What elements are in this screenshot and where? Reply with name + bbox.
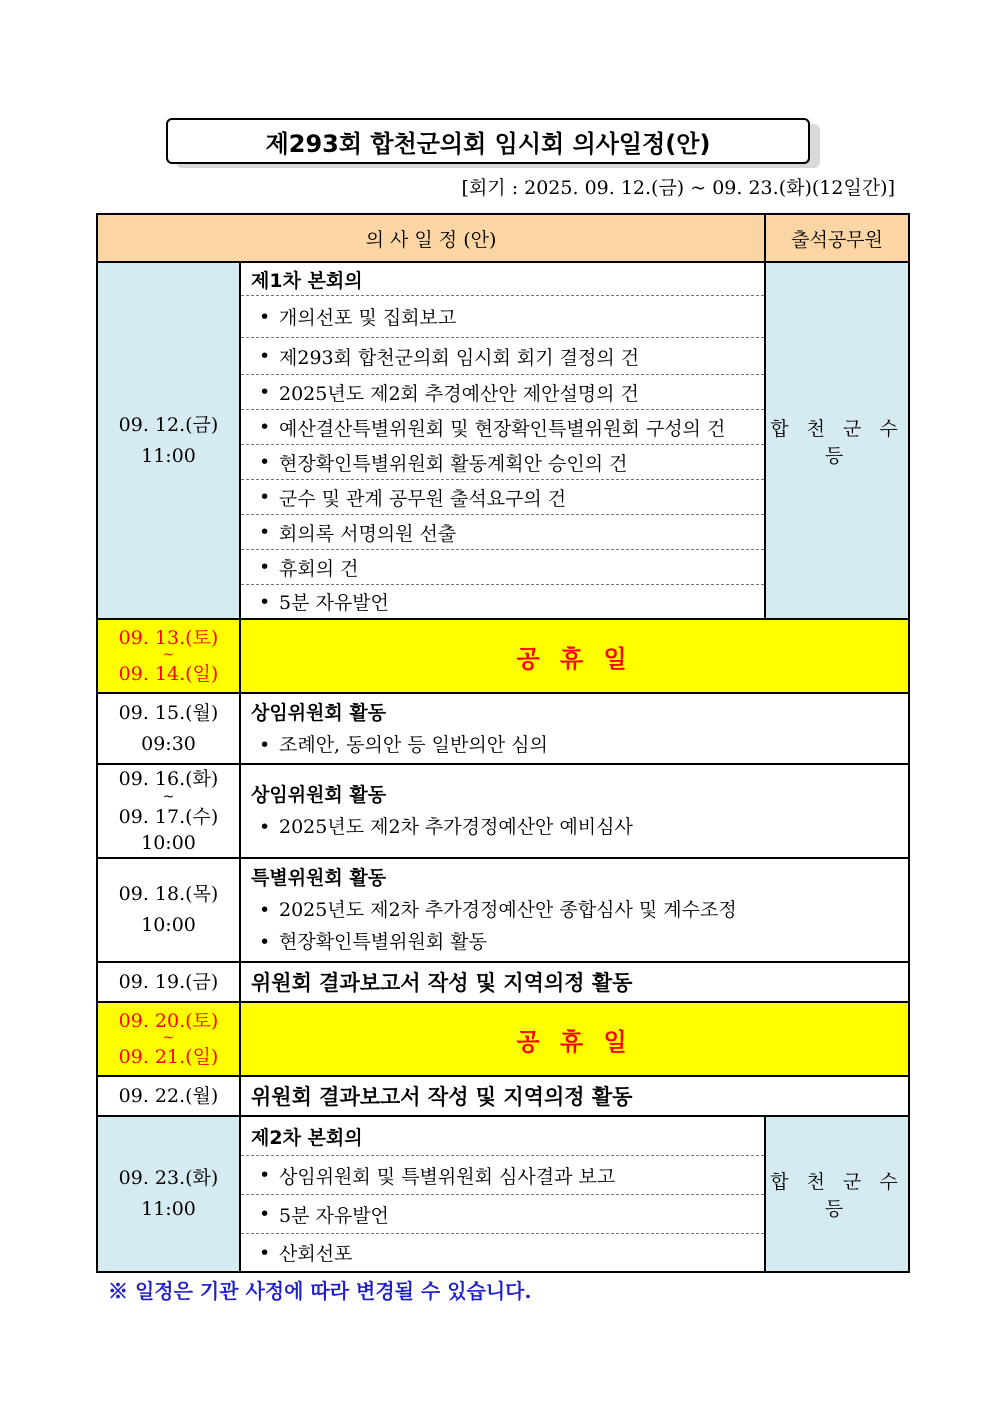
bullet-icon: • [259,590,271,613]
time-text: 09:30 [141,732,196,755]
table-row [97,1076,909,1116]
date-cell [97,1116,240,1272]
list-item [241,549,764,584]
content-cell [240,764,909,858]
date-text: 09. 17.(수) [118,806,219,828]
bullet-icon: • [259,899,271,921]
time-text: 11:00 [141,444,196,467]
content-cell [240,858,909,962]
table-row [97,764,909,858]
item-text: 현장확인특별위원회 활동계획안 승인의 건 [279,452,628,475]
bullet-icon: • [259,305,271,328]
holiday-label: 공 휴 일 [240,619,909,693]
item-text: 휴회의 건 [279,557,359,580]
schedule-header: 의 사 일 정 (안) [97,214,765,262]
bullet-icon: • [259,1241,271,1264]
bullet-icon: • [259,1164,271,1186]
day-title: 상임위원회 활동 [251,784,387,806]
day-title: 상임위원회 활동 [251,701,387,724]
bullet-icon: • [259,416,271,438]
holiday-row [97,1002,909,1076]
item-text: 산회선포 [279,1243,353,1265]
list-item [241,409,764,444]
bullet-icon: • [259,486,271,508]
item-text: 조례안, 동의안 등 일반의안 심의 [279,733,548,756]
list-item [241,479,764,514]
date-cell [97,619,240,693]
tilde-text: ~ [162,647,175,663]
day-title: 제2차 본회의 [251,1126,363,1149]
item-text: 개의선포 및 집회보고 [279,307,457,329]
bullet-icon: • [259,931,271,953]
item-text: 2025년도 제2차 추가경정예산안 예비심사 [279,816,633,838]
date-cell [97,962,240,1002]
item-text: 상임위원회 및 특별위원회 심사결과 보고 [279,1165,616,1188]
attendance-header: 출석공무원 [765,214,909,262]
bullet-icon: • [259,521,271,543]
table-row [97,858,909,962]
date-text: 09. 21.(일) [118,1046,219,1068]
table-row [97,1116,909,1272]
date-text: 09. 18.(목) [118,883,219,905]
time-text: 10:00 [141,914,196,936]
item-text: 현장확인특별위원회 활동 [279,931,487,953]
bullet-icon: • [259,1203,271,1225]
list-item [241,1233,764,1271]
table-row [97,262,909,619]
date-text: 09. 15.(월) [118,701,219,724]
schedule-table [96,213,910,1273]
list-item [241,1155,764,1194]
list-item [241,1194,764,1233]
attendance-cell: 합 천 군 수 등 [765,1116,909,1272]
content-cell [240,693,909,764]
day-title: 특별위원회 활동 [251,867,387,889]
bullet-icon: • [259,816,271,838]
list-item [241,514,764,549]
content-cell [240,1116,765,1272]
item-text: 5분 자유발언 [279,592,389,614]
day-title: 제1차 본회의 [251,269,363,292]
date-cell [97,262,240,619]
list-item [241,295,764,337]
date-cell [97,858,240,962]
content-cell [240,1076,909,1116]
bullet-icon: • [259,451,271,473]
list-item [241,926,908,958]
list-item [241,337,764,374]
date-cell [97,764,240,858]
time-text: 11:00 [141,1198,196,1220]
item-text: 제293회 합천군의회 임시회 회기 결정의 건 [279,346,640,369]
content-cell [240,262,765,619]
bullet-icon: • [259,381,271,403]
page-title: 제293회 합천군의회 임시회 의사일정(안) [166,118,810,164]
date-text: 09. 19.(금) [118,970,219,993]
bullet-icon: • [259,345,271,367]
list-item [241,444,764,479]
day-title: 위원회 결과보고서 작성 및 지역의정 활동 [251,971,633,995]
item-text: 예산결산특별위원회 및 현장확인특별위원회 구성의 건 [279,417,726,440]
date-text: 09. 22.(월) [118,1084,219,1107]
tilde-text: ~ [162,789,175,805]
bullet-icon: • [259,733,271,756]
list-item [241,584,764,618]
date-text: 09. 13.(토) [118,627,219,649]
item-list [241,1117,764,1271]
date-text: 09. 23.(화) [118,1167,219,1189]
date-cell [97,1002,240,1076]
table-row [97,693,909,764]
session-period: [회기 : 2025. 09. 12.(금) ~ 09. 23.(화)(12일간)] [461,177,895,199]
item-list [241,263,764,618]
table-row [97,962,909,1002]
date-text: 09. 20.(토) [118,1010,219,1032]
item-text: 군수 및 관계 공무원 출석요구의 건 [279,487,567,510]
footnote: ※ 일정은 기관 사정에 따라 변경될 수 있습니다. [108,1279,532,1303]
date-text: 09. 14.(일) [118,663,219,685]
list-item [241,894,908,926]
item-text: 2025년도 제2차 추가경정예산안 종합심사 및 계수조정 [279,899,737,921]
date-text: 09. 16.(화) [118,768,219,790]
attendance-cell: 합 천 군 수 등 [765,262,909,619]
date-cell [97,693,240,764]
time-text: 10:00 [141,832,196,854]
item-text: 2025년도 제2회 추경예산안 제안설명의 건 [279,382,639,405]
tilde-text: ~ [162,1030,175,1046]
list-item [241,374,764,409]
date-text: 09. 12.(금) [118,413,219,436]
list-item [241,729,908,761]
item-text: 회의록 서명의원 선출 [279,522,457,545]
content-cell [240,962,909,1002]
date-cell [97,1076,240,1116]
holiday-row [97,619,909,693]
holiday-label: 공 휴 일 [240,1002,909,1076]
day-title: 위원회 결과보고서 작성 및 지역의정 활동 [251,1085,633,1109]
list-item [241,811,908,843]
item-text: 5분 자유발언 [279,1204,389,1227]
bullet-icon: • [259,556,271,578]
header-row [97,214,909,262]
title-wrap [166,118,810,164]
